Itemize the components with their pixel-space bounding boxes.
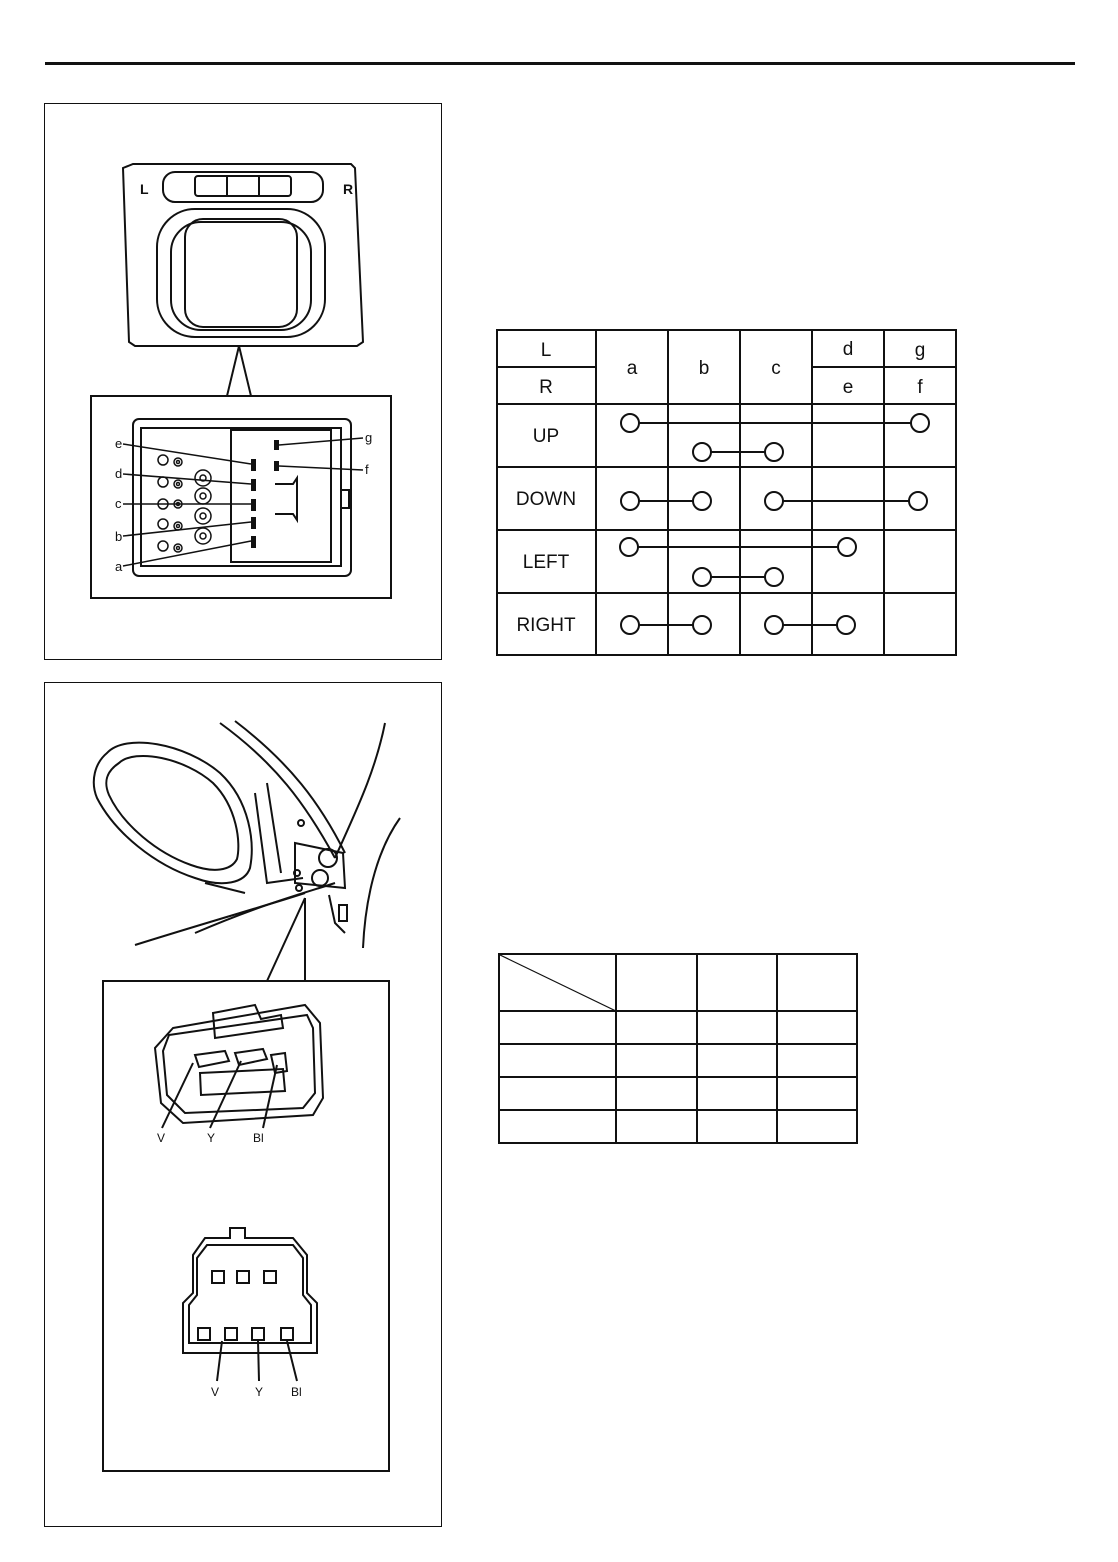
up-mark-g [911,414,929,432]
row-label-down: DOWN [515,489,577,510]
right-mark-d [837,616,855,634]
table-cell [616,1011,696,1044]
up-mark-a [621,414,639,432]
up-mark-b [693,443,711,461]
header-R: R [539,377,553,398]
table-cell [616,1077,696,1110]
top-wire-label-v: V [157,1131,166,1145]
table-cell [616,954,696,1011]
header-L: L [540,340,552,361]
right-mark-a [621,616,639,634]
header-c: c [771,358,781,379]
table-cell [777,1110,857,1143]
continuity-marks [620,414,929,634]
table-row [499,1110,857,1143]
down-mark-b [693,492,711,510]
row-label-left: LEFT [522,552,570,573]
header-rule [45,62,1075,65]
table-cell [697,954,777,1011]
table-row [499,1011,857,1044]
header-a: a [626,358,638,379]
terminal-label-b: b [115,529,123,544]
bottom-wire-label-v: V [211,1385,220,1399]
top-wire-label-y: Y [207,1131,216,1145]
table-row [499,954,857,1011]
right-mark-c [765,616,783,634]
table-cell [777,954,857,1011]
up-mark-c [765,443,783,461]
switch-illustration [45,104,443,661]
terminal-label-a: a [115,559,123,574]
mirror-illustration [45,683,443,1528]
table-cell [697,1110,777,1143]
bottom-wire-label-bl: Bl [291,1385,302,1399]
header-e: e [842,377,854,398]
table-cell [616,1044,696,1077]
left-mark-b [693,568,711,586]
table-cell [697,1011,777,1044]
continuity-table [496,329,957,656]
table-cell [777,1077,857,1110]
down-mark-c [765,492,783,510]
switch-figure [44,103,442,660]
table-cell [697,1077,777,1110]
switch-label-left: L [140,181,149,197]
diagonal-header-cell [499,954,616,1011]
left-mark-d [838,538,856,556]
empty-table [498,953,858,1144]
left-mark-a [620,538,638,556]
terminal-label-c: c [115,496,122,511]
terminal-label-d: d [115,466,123,481]
header-f: f [917,377,923,398]
table-cell [616,1110,696,1143]
right-mark-b [693,616,711,634]
table-cell [499,1011,616,1044]
down-mark-a [621,492,639,510]
row-label-right: RIGHT [516,615,576,636]
header-g: g [914,340,926,361]
down-mark-g [909,492,927,510]
switch-label-right: R [343,181,354,197]
diagonal-line [500,955,618,1012]
terminal-label-g: g [365,430,373,445]
left-mark-c [765,568,783,586]
table-row [499,1044,857,1077]
table-cell [777,1011,857,1044]
table-row [499,1077,857,1110]
table-cell [499,1077,616,1110]
mirror-figure [44,682,442,1527]
bottom-wire-label-y: Y [255,1385,264,1399]
terminal-label-f: f [365,462,369,477]
header-b: b [698,358,710,379]
table-cell [697,1044,777,1077]
terminal-label-e: e [115,436,123,451]
table-cell [777,1044,857,1077]
header-d: d [842,339,854,360]
top-wire-label-bl: Bl [253,1131,264,1145]
table-cell [499,1044,616,1077]
table-cell [499,1110,616,1143]
row-label-up: UP [532,426,560,447]
